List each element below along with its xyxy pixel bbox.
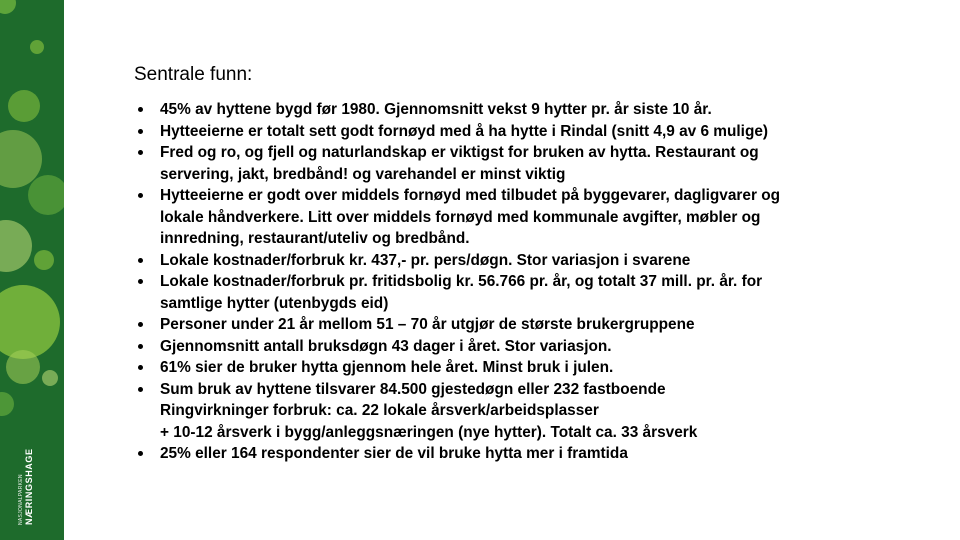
decorative-dot xyxy=(0,220,32,272)
bullet-dot-icon xyxy=(138,387,143,392)
bullet-item xyxy=(136,314,936,336)
decorative-dot xyxy=(28,175,64,215)
bullet-item xyxy=(136,250,936,272)
bullet-dot-icon xyxy=(138,107,143,112)
bullet-text-line: Fred og ro, og fjell og naturlandskap er viktigst for bruken av hytta. Restaurant og xyxy=(160,144,759,161)
bullet-dot-icon xyxy=(138,279,143,284)
decorative-dot xyxy=(6,350,40,384)
decorative-dot xyxy=(34,250,54,270)
decorative-dot xyxy=(0,392,14,416)
slide-title: Sentrale funn: xyxy=(134,64,253,85)
bullet-text-line: Sum bruk av hyttene tilsvarer 84.500 gjestedøgn eller 232 fastboende xyxy=(160,380,666,398)
bullet-text-line: + 10-12 årsverk i bygg/anleggsnæringen (nye hytter). Totalt ca. 33 årsverk xyxy=(160,423,698,441)
brand-side-panel xyxy=(0,0,64,540)
logo-tagline: NASJONALPARKEN xyxy=(18,474,24,525)
bullet-text-line: lokale håndverkere. Litt over middels fornøyd med kommunale avgifter, møbler og xyxy=(160,208,761,226)
bullet-item xyxy=(136,185,936,250)
bullet-text-line: samtlige hytter (utenbygds eid) xyxy=(160,294,389,312)
bullet-text-line: servering, jakt, bredbånd! og varehandel er minst viktig xyxy=(160,165,566,183)
bullet-dot-icon xyxy=(138,365,143,370)
findings-list xyxy=(136,99,936,465)
bullet-text-line: Hytteeierne er godt over middels fornøyd med tilbudet på byggevarer, dagligvarer og xyxy=(160,187,781,204)
bullet-text-line: Ringvirkninger forbruk: ca. 22 lokale årsverk/arbeidsplasser xyxy=(160,402,599,419)
bullet-text-line: innredning, restaurant/uteliv og bredbånd. xyxy=(160,230,470,247)
decorative-dot xyxy=(0,285,60,359)
bullet-text-line: Lokale kostnader/forbruk kr. 437,- pr. pers/døgn. Stor variasjon i svarene xyxy=(160,251,691,269)
bullet-text-line: Gjennomsnitt antall bruksdøgn 43 dager i året. Stor variasjon. xyxy=(160,337,612,355)
bullet-item xyxy=(136,336,936,358)
bullet-dot-icon xyxy=(138,451,143,456)
decorative-dot xyxy=(0,0,16,14)
logo-wordmark: NÆRINGSHAGE xyxy=(24,448,34,525)
bullet-dot-icon xyxy=(138,129,143,134)
bullet-item xyxy=(136,121,936,143)
bullet-text-line: Personer under 21 år mellom 51 – 70 år utgjør de største brukergruppene xyxy=(160,316,695,333)
bullet-dot-icon xyxy=(138,344,143,349)
bullet-item xyxy=(136,443,936,465)
bullet-item xyxy=(136,379,936,444)
bullet-text-line: Lokale kostnader/forbruk pr. fritidsbolig kr. 56.766 pr. år, og totalt 37 mill. pr. år. for xyxy=(160,273,763,290)
bullet-text-line: Hytteeierne er totalt sett godt fornøyd med å ha hytte i Rindal (snitt 4,9 av 6 mulige) xyxy=(160,122,769,140)
bullet-dot-icon xyxy=(138,258,143,263)
bullet-text-line: 45% av hyttene bygd før 1980. Gjennomsnitt vekst 9 hytter pr. år siste 10 år. xyxy=(160,101,712,118)
brand-logo xyxy=(18,448,34,525)
decorative-dot xyxy=(42,370,58,386)
bullet-dot-icon xyxy=(138,150,143,155)
bullet-text-line: 25% eller 164 respondenter sier de vil bruke hytta mer i framtida xyxy=(160,445,628,462)
bullet-item xyxy=(136,271,936,314)
decorative-dot xyxy=(8,90,40,122)
bullet-dot-icon xyxy=(138,322,143,327)
bullet-item xyxy=(136,99,936,121)
bullet-item xyxy=(136,142,936,185)
bullet-text-line: 61% sier de bruker hytta gjennom hele året. Minst bruk i julen. xyxy=(160,359,614,376)
decorative-dot xyxy=(30,40,44,54)
bullet-item xyxy=(136,357,936,379)
bullet-dot-icon xyxy=(138,193,143,198)
